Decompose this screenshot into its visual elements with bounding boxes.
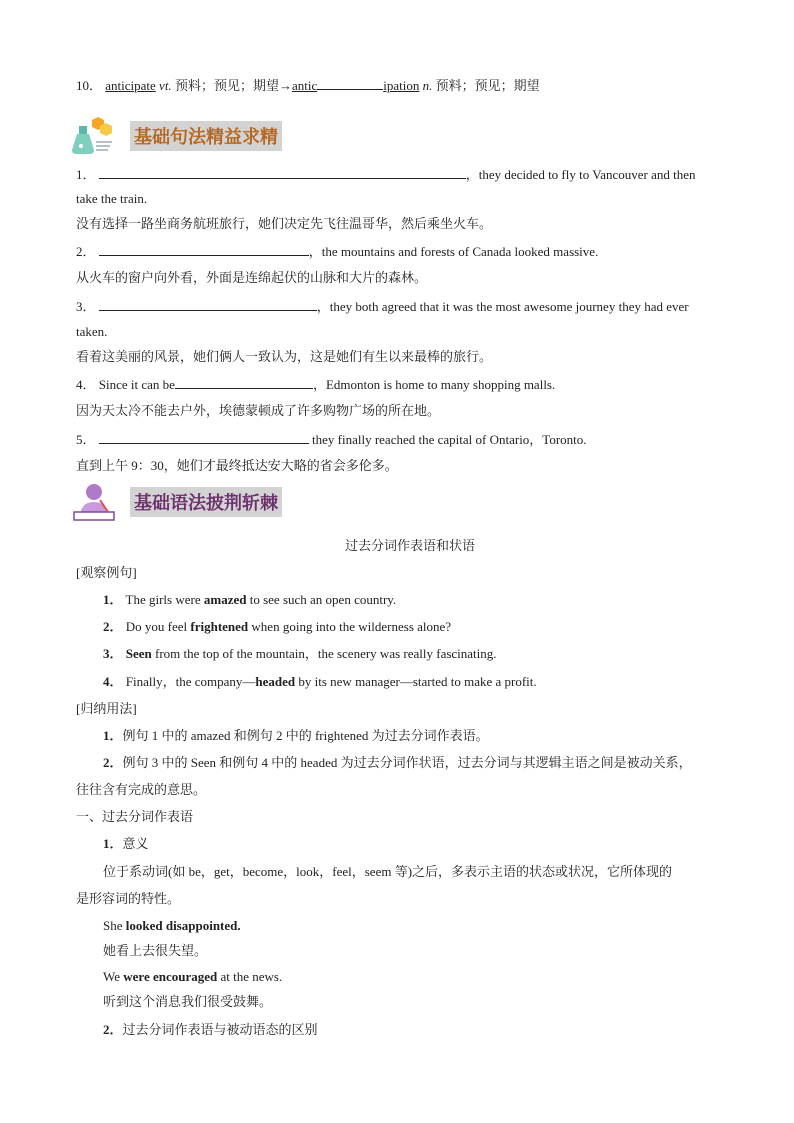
item-number: 3． (103, 646, 123, 661)
sentence-5-translation: 直到上午 9：30，她们才最终抵达安大略的省会多伦多。 (76, 458, 398, 473)
example-highlight: looked disappointed. (125, 918, 241, 933)
summary-text: 例句 1 中的 amazed 和例句 2 中的 frightened 为过去分词作表语。 (122, 728, 489, 743)
example-3 (103, 645, 497, 663)
summary-text: 例句 3 中的 Seen 和例句 4 中的 headed 为过去分词作状语，过去分词与其逻辑主语之间是被动关系， (122, 755, 692, 770)
point-title: 意义 (122, 836, 149, 851)
sentence-2 (76, 242, 598, 261)
sentence-text: ，Edmonton is home to many shopping malls. (312, 377, 556, 392)
example-text: when going into the wilderness alone? (248, 619, 452, 634)
example-text: from the top of the mountain，the scenery was really fascinating. (151, 646, 497, 661)
example-text: at the news. (217, 969, 283, 984)
sentence-text: Since it can be (98, 377, 175, 392)
item-number: 4． (103, 674, 123, 689)
item-number: 3． (76, 299, 96, 314)
sentence-text: ，the mountains and forests of Canada looked massive. (308, 244, 599, 259)
example-highlight: were encouraged (123, 969, 218, 984)
vocab-word: anticipate (105, 78, 156, 93)
fill-blank[interactable] (317, 76, 383, 90)
example-4 (103, 673, 537, 691)
fill-blank[interactable] (175, 375, 313, 389)
section-title: 基础语法披荆斩棘 (130, 487, 282, 517)
part-of-speech-2: n. (422, 78, 433, 93)
item-number: 2． (76, 244, 96, 259)
item-number: 1． (103, 728, 123, 743)
example-2 (103, 618, 451, 636)
observe-label: [观察例句] (76, 565, 137, 580)
summary-label: [归纳用法] (76, 701, 137, 716)
part-heading-1: 一、过去分词作表语 (76, 809, 194, 824)
example-text: Finally，the company— (125, 674, 256, 689)
summary-1 (103, 727, 489, 745)
sentence-2-translation: 从火车的窗户向外看，外面是连绵起伏的山脉和大片的森林。 (76, 270, 428, 285)
point-1-text: 位于系动词(如 be，get，become，look，feel，seem 等)之后，多表示主语的状态或状况，它所体现的 (103, 864, 673, 879)
section-heading-grammar (72, 482, 282, 522)
example-highlight: amazed (203, 592, 247, 607)
vocab-item-10 (76, 76, 540, 95)
sentence-text: ，they decided to fly to Vancouver and then (465, 167, 696, 182)
example-sentence-1-translation: 她看上去很失望。 (103, 943, 208, 958)
example-sentence-2 (103, 968, 282, 986)
sentence-4 (76, 375, 555, 394)
point-1-text-cont: 是形容词的特性。 (76, 891, 181, 906)
example-text: She (103, 918, 126, 933)
item-number: 1． (103, 836, 123, 851)
sentence-5 (76, 430, 587, 449)
item-number: 1． (103, 592, 123, 607)
item-number: 2． (103, 755, 123, 770)
example-text: by its new manager—started to make a profit. (295, 674, 537, 689)
sentence-4-translation: 因为天太冷不能去户外，埃德蒙顿成了许多购物广场的所在地。 (76, 403, 441, 418)
point-title: 过去分词作表语与被动语态的区别 (122, 1022, 318, 1037)
sentence-3-cont: taken. (76, 324, 108, 339)
sentence-1-translation: 没有选择一路坐商务航班旅行，她们决定先飞往温哥华，然后乘坐火车。 (76, 216, 493, 231)
teacher-icon (72, 482, 116, 522)
example-text: Do you feel (125, 619, 191, 634)
example-highlight: headed (255, 674, 296, 689)
derived-prefix: antic (291, 78, 318, 93)
summary-2 (103, 754, 692, 772)
derived-meaning: 预料；预见；期望 (435, 78, 540, 93)
sentence-text: they finally reached the capital of Ontario，Toronto. (308, 432, 587, 447)
sentence-3 (76, 297, 689, 316)
sentence-1-cont: take the train. (76, 191, 148, 206)
sentence-text: ，they both agreed that it was the most awesome journey they had ever (316, 299, 689, 314)
item-number: 5． (76, 432, 96, 447)
example-text: The girls were (125, 592, 204, 607)
section-title: 基础句法精益求精 (130, 121, 282, 151)
sentence-3-translation: 看着这美丽的风景，她们俩人一致认为，这是她们有生以来最棒的旅行。 (76, 349, 493, 364)
grammar-heading: 过去分词作表语和状语 (344, 538, 475, 553)
vocab-meaning: 预料；预见；期望→ (174, 78, 292, 93)
fill-blank[interactable] (99, 430, 309, 444)
point-1-heading (103, 835, 149, 853)
example-sentence-2-translation: 听到这个消息我们很受鼓舞。 (103, 994, 273, 1009)
example-text: We (103, 969, 124, 984)
item-number: 2． (103, 619, 123, 634)
item-number: 10． (76, 78, 103, 93)
derived-suffix: ipation (383, 78, 420, 93)
flask-icon (72, 116, 116, 156)
item-number: 4． (76, 377, 96, 392)
sentence-1 (76, 165, 696, 184)
item-number: 2． (103, 1022, 123, 1037)
example-highlight: Seen (125, 646, 152, 661)
point-2-heading (103, 1021, 318, 1039)
fill-blank[interactable] (99, 165, 466, 179)
section-heading-syntax (72, 116, 282, 156)
fill-blank[interactable] (99, 242, 309, 256)
item-number: 1． (76, 167, 96, 182)
example-1 (103, 591, 396, 609)
example-text: to see such an open country. (246, 592, 397, 607)
example-highlight: frightened (190, 619, 249, 634)
part-of-speech: vt. (159, 78, 172, 93)
example-sentence-1 (103, 917, 241, 935)
fill-blank[interactable] (99, 297, 317, 311)
summary-2-cont: 往往含有完成的意思。 (76, 782, 207, 797)
